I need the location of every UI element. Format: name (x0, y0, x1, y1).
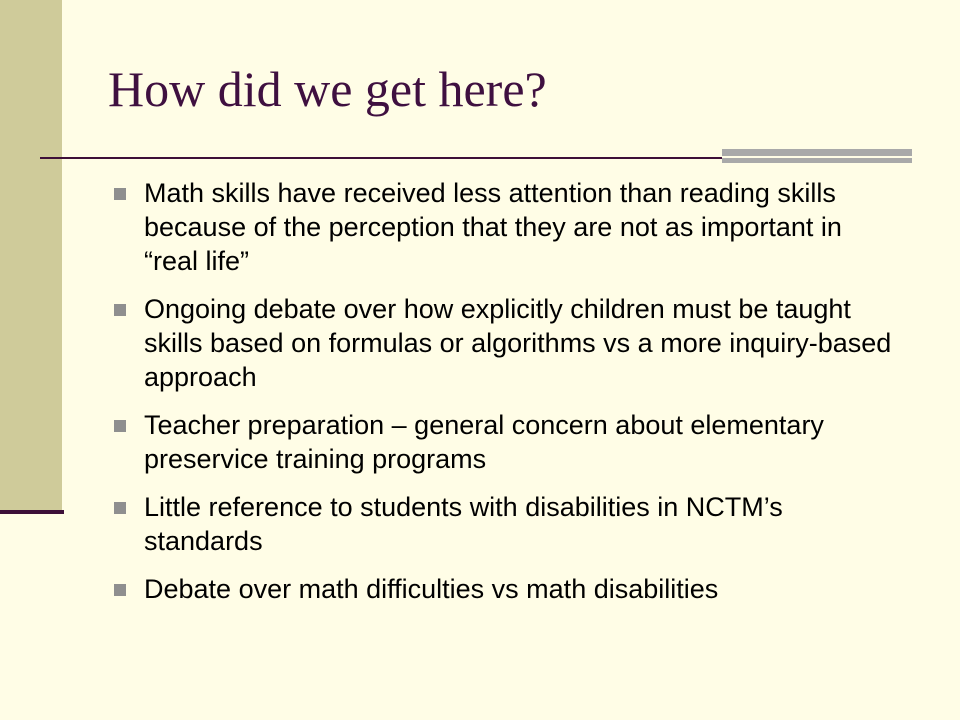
bullet-item (112, 292, 902, 394)
left-decorative-band (0, 0, 62, 512)
bullet-item (112, 408, 902, 476)
square-bullet-icon (114, 304, 126, 316)
slide-title: How did we get here? (108, 61, 547, 117)
bullet-text: Little reference to students with disabilities in NCTM’s standards (144, 492, 783, 556)
square-bullet-icon (114, 502, 126, 514)
square-bullet-icon (114, 584, 126, 596)
square-bullet-icon (114, 420, 126, 432)
divider-accent-gap (722, 156, 912, 158)
bullet-text: Debate over math difficulties vs math disabilities (144, 574, 719, 604)
bullet-item (112, 490, 902, 558)
bullet-text: Math skills have received less attention than reading skills because of the perception that they are not as important in “real life” (144, 178, 842, 276)
square-bullet-icon (114, 188, 126, 200)
left-band-underline (0, 510, 64, 514)
bullet-item (112, 572, 902, 606)
bullet-text: Teacher preparation – general concern about elementary preservice training programs (144, 410, 824, 474)
bullet-text: Ongoing debate over how explicitly children must be taught skills based on formulas or algorithms vs a more inquiry-based approach (144, 294, 892, 392)
bullet-item (112, 176, 902, 278)
bullet-list (112, 176, 902, 620)
